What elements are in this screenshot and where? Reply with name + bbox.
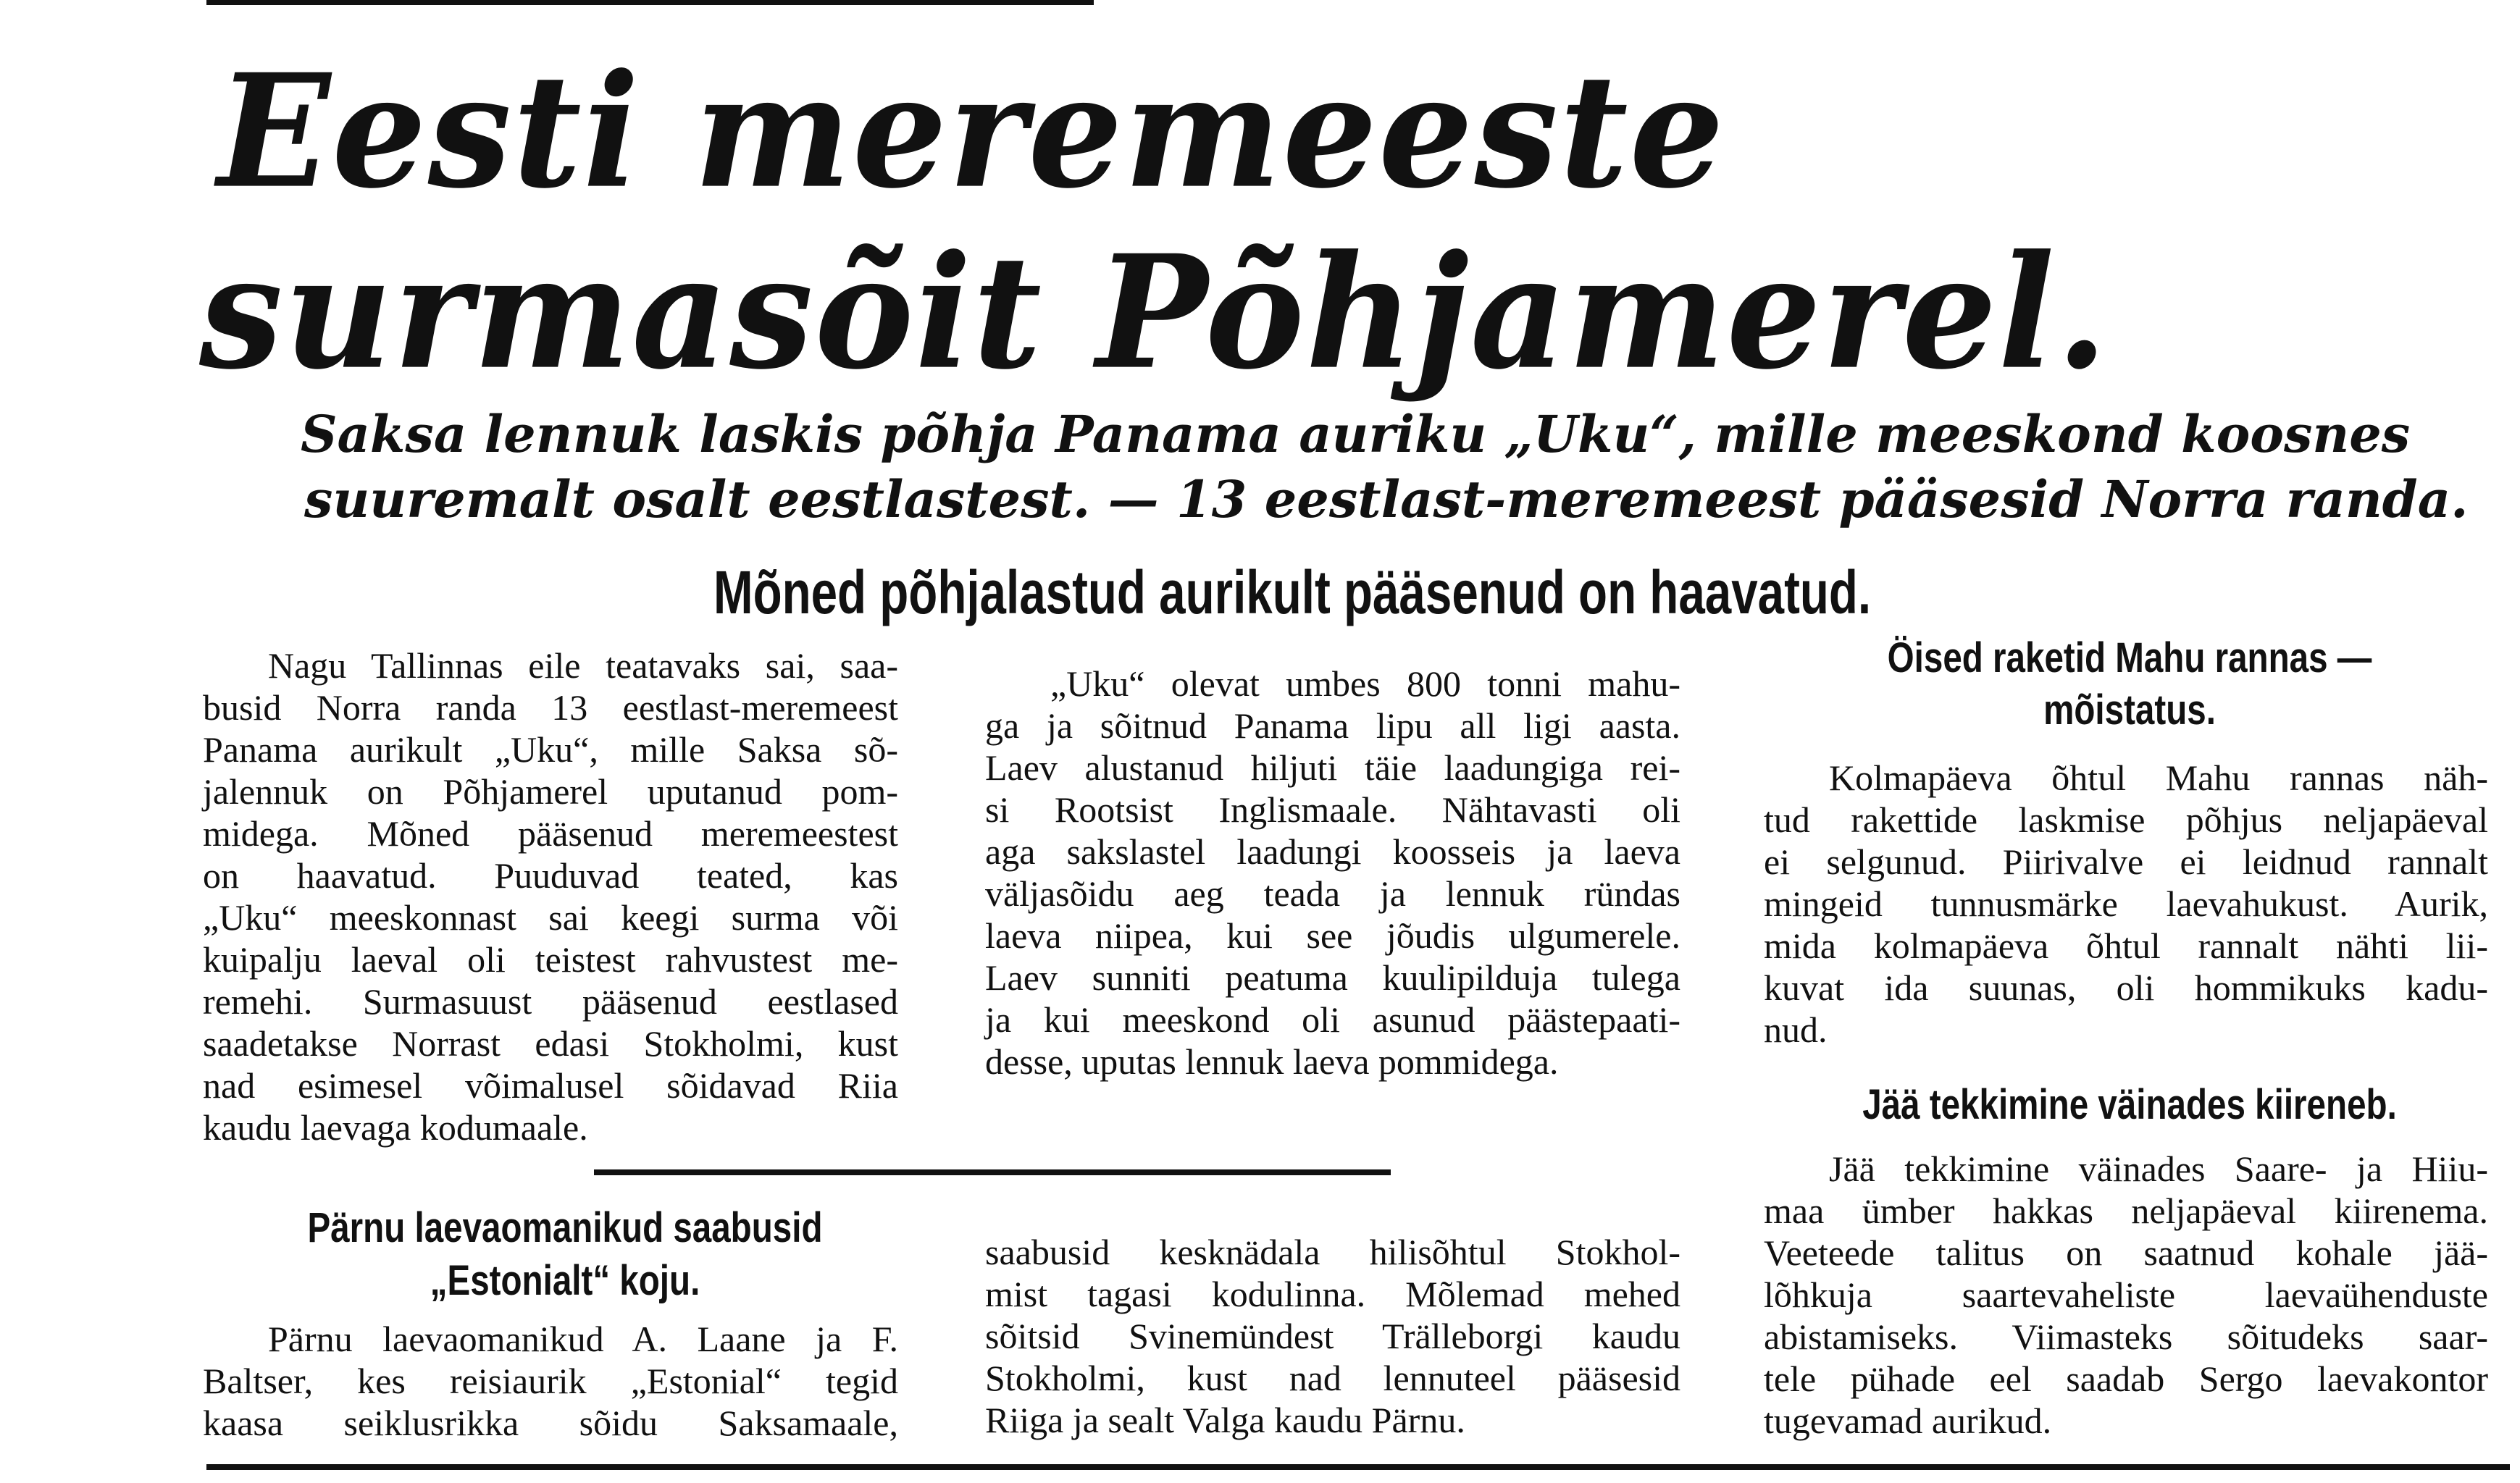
text-line: tud rakettide laskmise põhjus neljapäeval [1764,799,2488,840]
text-line: desse, uputas lennuk laeva pommidega. [985,1041,1559,1082]
text-line: mida kolmapäeva õhtul rannalt nähti lii- [1764,925,2488,966]
text-line: nad esimesel võimalusel sõidavad Riia [203,1065,898,1106]
text-line: Stokholmi, kust nad lennuteel pääsesid [985,1358,1680,1398]
text-line: Pärnu laevaomanikud A. Laane ja F. [268,1319,898,1359]
ice-article-title: Jää tekkimine väinades kiireneb. [1862,1081,2397,1128]
text-line: Laev alustanud hiljuti täie laadungiga rei- [985,747,1680,788]
text-line: remehi. Surmasuust pääsenud eestlased [203,981,898,1022]
text-line: Baltser, kes reisiaurik „Estonial“ tegid [203,1361,898,1401]
text-line: saadetakse Norrast edasi Stokholmi, kust [203,1023,898,1064]
ice-article-body [1764,1148,2488,1442]
text-line: Riiga ja sealt Valga kaudu Pärnu. [985,1400,1465,1440]
text-line: midega. Mõned pääsenud meremeestest [203,813,898,854]
text-line: kaasa seiklusrikka sõidu Saksamaale, [203,1403,898,1443]
text-line: abistamiseks. Viimasteks sõitudeks saar- [1764,1316,2488,1357]
parnu-article-title-2: „Estonialt“ koju. [430,1257,700,1304]
text-line: tugevamad aurikud. [1764,1400,2052,1441]
text-line: si Rootsist Inglismaale. Nähtavasti oli [985,789,1680,830]
text-line: kaudu laevaga kodumaale. [203,1107,588,1148]
text-line: „Uku“ meeskonnast sai keegi surma või [203,897,898,938]
text-line: laeva niipea, kui see jõudis ulgumerele. [985,915,1680,956]
mahu-article-title-1: Öised raketid Mahu rannas — [1887,634,2372,681]
text-line: „Uku“ olevat umbes 800 tonni mahu- [1050,663,1680,704]
text-line: Nagu Tallinnas eile teatavaks sai, saa- [268,645,898,686]
top-rule [206,0,1094,5]
text-line: mist tagasi kodulinna. Mõlemad mehed [985,1274,1680,1314]
parnu-article-title-1: Pärnu laevaomanikud saabusid [307,1204,823,1251]
uku-article-column-2 [985,663,1680,1083]
subdeck-line-2: suuremalt osalt eestlastest. — 13 eestlast-meremeest pääsesid Norra randa. [304,469,2469,529]
text-line: jalennuk on Põhjamerel uputanud pom- [203,771,898,812]
section-divider [594,1169,1391,1175]
kicker-headline: Mõned põhjalastud aurikult pääsenud on haavatud. [713,558,1872,626]
text-line: kuipalju laeval oli teistest rahvustest me- [203,939,898,980]
text-line: tele pühade eel saadab Sergo laevakontor [1764,1358,2488,1399]
text-line: on haavatud. Puuduvad teated, kas [203,855,898,896]
parnu-article-column-2 [985,1231,1680,1441]
text-line: maa ümber hakkas neljapäeval kiirenema. [1764,1190,2488,1231]
text-line: ga ja sõitnud Panama lipu all ligi aasta. [985,705,1680,746]
text-line: mingeid tunnusmärke laevahukust. Aurik, [1764,883,2488,924]
text-line: Kolmapäeva õhtul Mahu rannas näh- [1829,757,2488,798]
text-line: Panama aurikult „Uku“, mille Saksa sõ- [203,729,898,770]
text-line: nud. [1764,1009,1828,1050]
text-line: kuvat ida suunas, oli hommikuks kadu- [1764,967,2488,1008]
text-line: Jää tekkimine väinades Saare- ja Hiiu- [1829,1148,2488,1189]
text-line: ja kui meeskond oli asunud päästepaati- [985,999,1680,1040]
text-line: Veeteede talitus on saatnud kohale jää- [1764,1232,2488,1273]
subdeck-line-1: Saksa lennuk laskis põhja Panama auriku „Uku“, mille meeskond koosnes [301,404,2411,464]
parnu-article-column-1 [203,1318,898,1444]
text-line: Laev sunniti peatuma kuulipilduja tulega [985,957,1680,998]
text-line: ei selgunud. Piirivalve ei leidnud rannalt [1764,841,2488,882]
bottom-rule [206,1464,2510,1470]
text-line: busid Norra randa 13 eestlast-meremeest [203,687,898,728]
text-line: sõitsid Svinemündest Trälleborgi kaudu [985,1316,1680,1356]
text-line: väljasõidu aeg teada ja lennuk ründas [985,873,1680,914]
headline-line-1: Eesti meremeeste [217,41,1726,224]
mahu-article-body [1764,757,2488,1051]
text-line: aga sakslastel laadungi koosseis ja laeva [985,831,1680,872]
text-line: lõhkuja saartevaheliste laevaühenduste [1764,1274,2488,1315]
headline-line-2: surmasõit Põhjamerel. [199,222,2109,405]
mahu-article-title-2: mõistatus. [2043,686,2216,734]
text-line: saabusid kesknädala hilisõhtul Stokhol- [985,1232,1680,1272]
uku-article-column-1 [203,644,898,1148]
